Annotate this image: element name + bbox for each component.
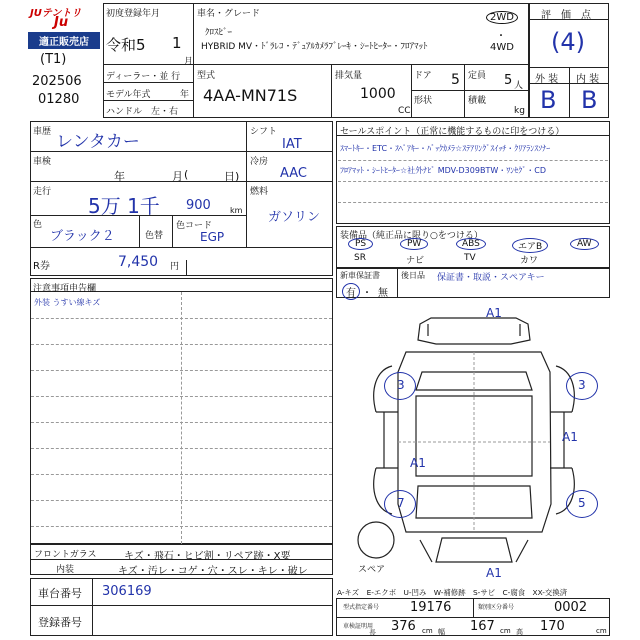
sales-line-2: ﾌﾛｱﾏｯﾄ・ｼｰﾄﾋｰﾀｰ☆社外ﾅﾋﾞ MDV-D309BTW・ﾜﾝｾｸﾞ・CD — [340, 166, 546, 175]
logo-top: JUテントリ — [30, 8, 82, 19]
equipment-label: 装備品（純正品に限り○をつける） — [340, 231, 483, 241]
inspection-day: 日) — [224, 170, 240, 183]
model-label: 型式 — [197, 71, 216, 81]
after-label: 後日品 — [401, 271, 425, 280]
interior-grade: B — [581, 86, 598, 114]
equip-tv: TV — [464, 253, 476, 263]
first-reg-label: 初度登録年月 — [106, 9, 161, 19]
logo — [28, 4, 100, 46]
exterior-label: 外 装 — [535, 74, 559, 85]
sales-line-1: ｽﾏｰﾄｷｰ・ETC・ｽﾍﾟｱｷｰ・ﾊﾞｯｸｶﾒﾗ☆ｽﾃｱﾘﾝｸﾞｽｲｯﾁ・ｸﾘｱﾗﾝｽｿﾅｰ — [340, 144, 551, 153]
dmg-left-rear: 7 — [397, 496, 405, 510]
damage-legend: A-キズ E-エクボ U-凹み W-補修跡 S-サビ C-腐食 XX-交換済 — [337, 588, 568, 597]
doors: 5 — [451, 72, 460, 88]
equip-sr: SR — [354, 253, 366, 263]
width-prefix: 幅 — [438, 628, 445, 636]
warranty-sep: ・ — [362, 288, 372, 299]
history-label: 車歴 — [33, 127, 52, 137]
inspection-month: 月 — [172, 170, 183, 183]
km-unit: km — [230, 206, 243, 215]
equip-leather: カワ — [520, 256, 539, 266]
fuel-value: ガソリン — [268, 210, 321, 225]
width: 167 — [470, 619, 495, 634]
type-spec: 19176 — [410, 600, 452, 615]
type-spec-label: 型式指定番号 — [343, 604, 380, 611]
handle-label: ハンドル 左・右 — [106, 107, 179, 117]
rating-value: (4) — [551, 28, 585, 56]
inspection-open: ( — [184, 168, 189, 181]
equip-ps: PS — [348, 238, 373, 250]
dmg-left-side: A1 — [410, 456, 426, 470]
length: 376 — [391, 619, 416, 634]
chassis-label: 車台番号 — [38, 587, 82, 600]
sales-points-label: セールスポイント（正常に機能するものに印をつける） — [340, 127, 565, 137]
recycle-value: 7,450 — [118, 254, 159, 270]
dmg-right-side: A1 — [562, 430, 578, 444]
drive-4wd: 4WD — [490, 42, 514, 53]
equip-pw: PW — [400, 238, 428, 250]
warranty-label: 新車保証書 — [340, 271, 380, 280]
length-label: 車検証明用 — [343, 623, 374, 630]
capacity-unit: 人 — [514, 81, 524, 91]
yen-unit: 円 — [170, 262, 180, 272]
interior-cond-value: キズ・汚レ・コゲ・穴・スレ・キレ・破レ — [118, 566, 308, 577]
dmg-front-top: A1 — [486, 306, 502, 320]
doors-label: ドア — [414, 71, 432, 81]
interior-cond-label: 内装 — [56, 565, 75, 575]
shift-label: シフト — [250, 127, 278, 137]
cc-unit: CC — [398, 106, 411, 116]
equipment-row-2 — [342, 253, 610, 267]
capacity-label: 定員 — [468, 71, 487, 81]
dmg-right-front: 3 — [578, 378, 586, 392]
equip-airbag: エアB — [512, 238, 548, 253]
t-code: (T1) — [40, 52, 67, 67]
length-prefix: 長 — [369, 629, 376, 637]
serial-1: 202506 — [32, 74, 82, 89]
grade: HYBRID MV・ﾄﾞﾗﾚｺ・ﾃﾞｭｱﾙｶﾒﾗﾌﾞﾚｰｷ・ｼｰﾄﾋｰﾀｰ・ﾌﾛｱﾏｯﾄ — [201, 42, 428, 52]
year-unit: 年 — [180, 90, 190, 100]
capacity: 5 — [504, 73, 513, 88]
shift-value: IAT — [282, 137, 302, 152]
car-name: ｸﾛｽﾋﾞｰ — [205, 28, 233, 38]
recycle-label: R券 — [33, 261, 50, 272]
color-code: EGP — [200, 230, 225, 244]
serial-2: 01280 — [38, 92, 80, 107]
equip-navi: ナビ — [406, 256, 425, 266]
cm-1: cm — [422, 627, 433, 635]
warranty-yes: 有 — [342, 283, 360, 300]
height: 170 — [540, 619, 565, 634]
reg-year-num: 1 — [172, 34, 182, 52]
height-prefix: 高 — [516, 628, 523, 636]
spare-label: スペア — [358, 565, 386, 575]
history-value: レンタカー — [56, 132, 140, 152]
mileage-small: 900 — [186, 198, 211, 213]
load-label: 積載 — [468, 96, 487, 106]
dealer-label: ディーラー・並 行 — [106, 72, 181, 82]
model: 4AA-MN71S — [203, 86, 298, 105]
mileage-big: 5万 1千 — [88, 194, 160, 218]
chassis-value: 306169 — [102, 584, 152, 599]
era: 令和5 — [106, 36, 146, 54]
equip-abs: ABS — [456, 238, 486, 250]
dmg-rear: A1 — [486, 566, 502, 580]
color-change-label: 色替 — [145, 231, 164, 241]
displacement: 1000 — [360, 86, 396, 102]
drive-dot: ・ — [496, 31, 506, 42]
dmg-left-front: 3 — [397, 378, 405, 392]
inspection-label: 車検 — [33, 157, 52, 167]
category: 0002 — [554, 600, 588, 615]
category-label: 類別区分番号 — [478, 604, 515, 611]
drive-2wd: 2WD — [486, 11, 518, 24]
warranty-no: 無 — [378, 288, 388, 299]
front-glass-label: フロントガラス — [34, 550, 97, 560]
equipment-row-1 — [342, 238, 610, 252]
dmg-right-rear: 5 — [578, 496, 586, 510]
exterior-grade: B — [540, 86, 557, 114]
color-label: 色 — [33, 220, 43, 230]
logo-bottom: 適正販売店 — [28, 32, 100, 49]
fuel-label: 燃料 — [250, 187, 269, 197]
after-value: 保証書・取説・スペアキー — [437, 273, 545, 283]
reg-label: 登録番号 — [38, 616, 82, 629]
color-code-label: 色コード — [176, 221, 213, 231]
displacement-label: 排気量 — [335, 71, 363, 81]
shape-label: 形状 — [414, 96, 433, 106]
cm-3: cm — [596, 627, 607, 635]
ac-label: 冷房 — [250, 157, 269, 167]
equip-aw: AW — [570, 238, 599, 250]
notes-label: 注意事項申告欄 — [33, 284, 97, 294]
rating-label: 評 価 点 — [541, 10, 591, 21]
model-year-label: モデル年式 — [106, 90, 151, 100]
month-unit: 月 — [184, 57, 194, 67]
mileage-label: 走行 — [33, 187, 52, 197]
car-name-label: 車名・グレード — [197, 9, 261, 19]
cm-2: cm — [500, 627, 511, 635]
notes-text: 外装 うすい線キズ — [34, 298, 101, 307]
logo-mid: Ju — [54, 15, 69, 30]
interior-label: 内 装 — [576, 74, 600, 85]
color-value: ブラック２ — [50, 229, 115, 244]
kg-unit: kg — [514, 106, 525, 116]
front-glass-value: キズ・飛石・ヒビ割・リペア跡・X要 — [124, 551, 291, 562]
inspection-year: 年 — [114, 170, 125, 183]
ac-value: AAC — [280, 166, 307, 181]
